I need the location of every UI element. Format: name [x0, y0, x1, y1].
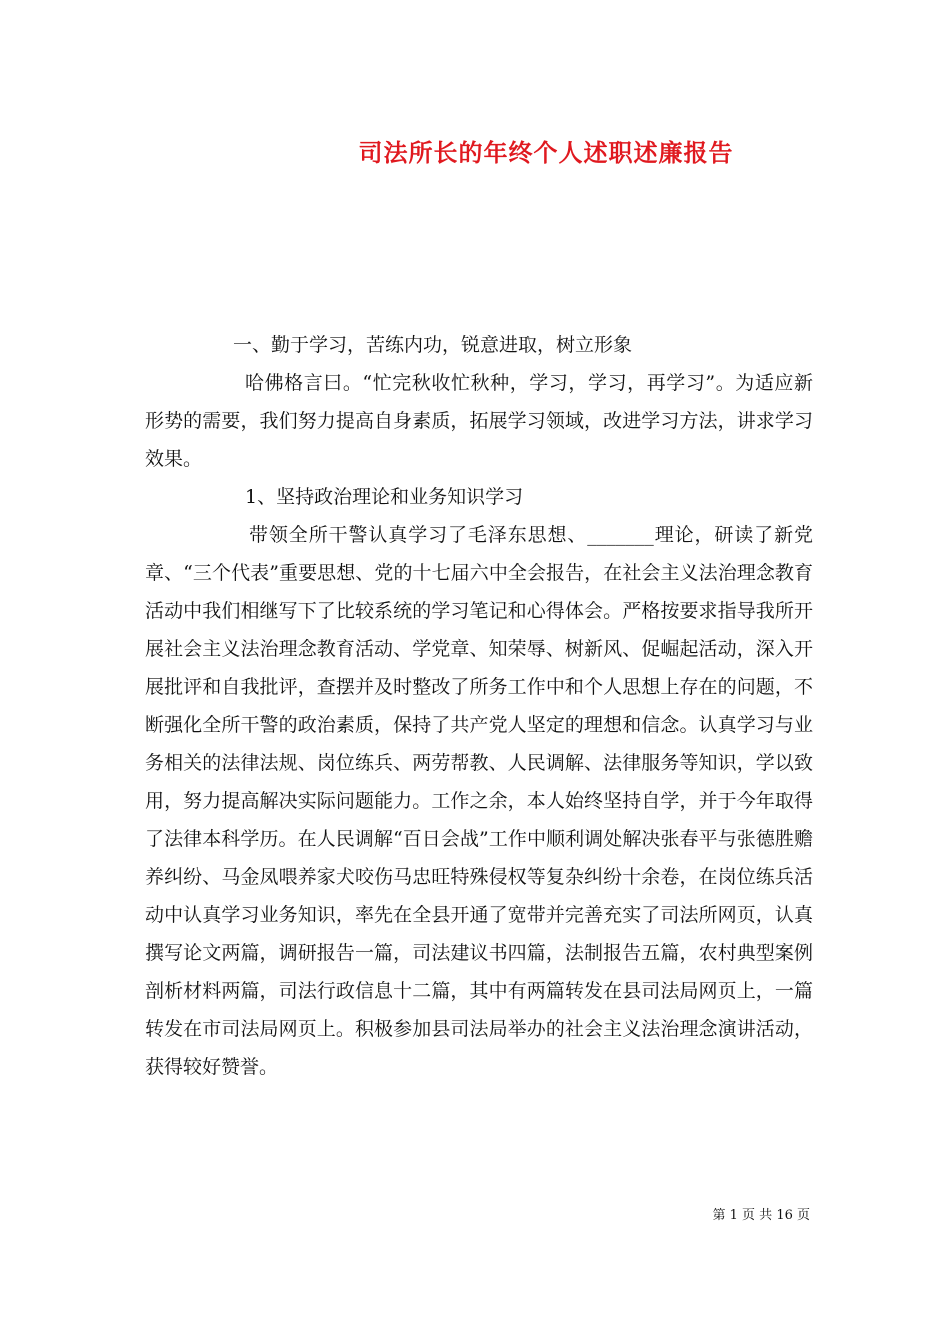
section-heading: 一、勤于学习，苦练内功，锐意进取，树立形象 — [233, 334, 633, 356]
paragraph: 带领全所干警认真学习了毛泽东思想、_______理论，研读了新党章、“三个代表”重要思想、党的十七届六中全会报告，在社会主义法治理念教育活动中我们相继写下了比较系统的学习笔记和心得体会。严格按要求指导我所开展社会主义法治理念教育活动、学党章、知荣辱、树新风、促崛起活动，深入开展批评和自我批评，查摆并及时整改了所务工作中和个人思想上存在的问题，不断强化全所干警的政治素质，保持了共产党人坚定的理想和信念。认真学习与业务相关的法律法规、岗位练兵、两劳帮教、人民调解、法律服务等知识，学以致用，努力提高解决实际问题能力。工作之余，本人始终坚持自学，并于今年取得了法律本科学历。在人民调解“百日会战”工作中顺利调处解决张春平与张德胜赡养纠纷、马金凤喂养家犬咬伤马忠旺特殊侵权等复杂纠纷十余卷，在岗位练兵活动中认真学习业务知识，率先在全县开通了宽带并完善充实了司法所网页，认真撰写论文两篇，调研报告一篇，司法建议书四篇，法制报告五篇，农村典型案例剖析材料两篇，司法行政信息十二篇，其中有两篇转发在县司法局网页上，一篇转发在市司法局网页上。积极参加县司法局举办的社会主义法治理念演讲活动，获得较好赞誉。 — [145, 524, 813, 1078]
page-number: 第 1 页 共 16 页 — [712, 1208, 810, 1223]
document-body — [145, 326, 813, 1086]
paragraph: 哈佛格言曰。“忙完秋收忙秋种，学习，学习，再学习”。为适应新形势的需要，我们努力提高自身素质，拓展学习领域，改进学习方法，讲求学习效果。 — [145, 372, 813, 470]
document-title: 司法所长的年终个人述职述廉报告 — [358, 138, 734, 167]
subsection-heading: 1、坚持政治理论和业务知识学习 — [245, 486, 524, 508]
